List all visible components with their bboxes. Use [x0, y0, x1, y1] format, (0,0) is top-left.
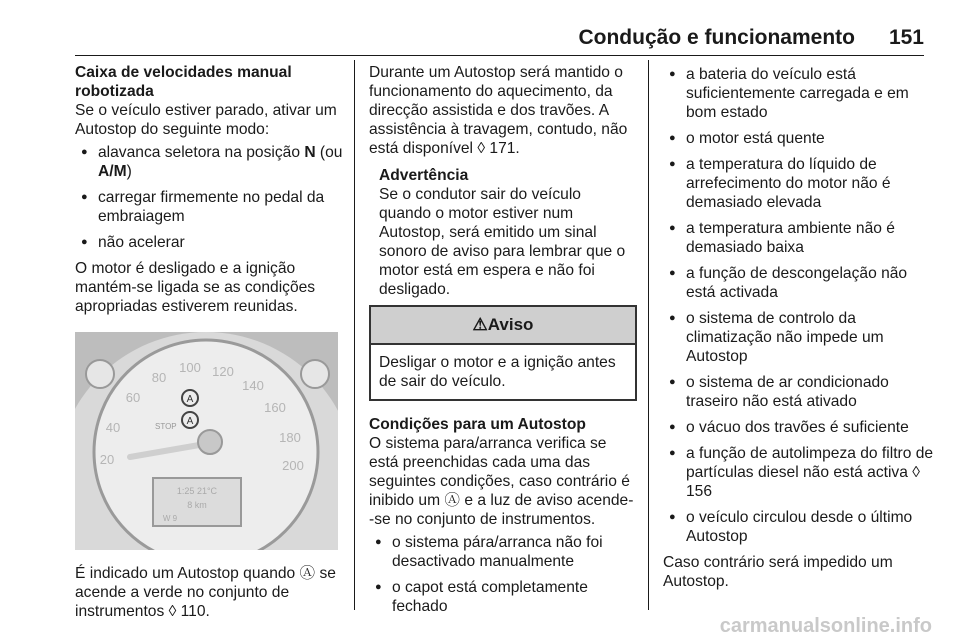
svg-text:80: 80: [151, 370, 167, 385]
svg-text:20: 20: [99, 452, 115, 467]
column-divider-1: [354, 60, 355, 610]
header-rule: [75, 55, 924, 56]
page-ref-icon: ◊: [168, 603, 181, 620]
svg-text:60: 60: [125, 390, 141, 405]
text: N: [304, 144, 316, 161]
list-item: ● carregar firmemente no pedal da embraiagem: [75, 188, 343, 226]
text: e a luz de aviso acende--se no conjunto de instrumentos.: [369, 492, 634, 528]
column-3: [663, 63, 935, 591]
caution-title: Aviso: [487, 315, 534, 334]
svg-text:W 9: W 9: [162, 514, 178, 523]
text: se acende a verde no conjunto de instrumentos: [75, 565, 336, 620]
paragraph: [369, 434, 637, 529]
page-reference: 171.: [489, 140, 520, 157]
column-2: [369, 63, 637, 623]
text: ): [126, 163, 132, 180]
paragraph: Caso contrário será impedido um Autostop.: [663, 554, 893, 590]
page-reference: 110.: [180, 603, 210, 620]
list-item: ● não acelerar: [75, 233, 343, 252]
svg-text:A: A: [186, 394, 194, 405]
paragraph: Se o veículo estiver parado, ativar um Autostop do seguinte modo:: [75, 102, 337, 138]
text: alavanca seletora na posição: [98, 144, 305, 161]
page-ref-icon: ◊: [912, 464, 920, 481]
svg-text:1:25 21°C: 1:25 21°C: [176, 486, 218, 496]
warning-triangle-icon: ⚠: [472, 315, 488, 334]
bullet-list: [75, 143, 343, 252]
warning-title: Advertência: [379, 167, 469, 184]
svg-text:8 km: 8 km: [187, 500, 207, 510]
section-heading: Caixa de velocidades manual robotizada: [75, 64, 292, 100]
paragraph: O motor é desligado e a ignição mantém-se ligada se as condições apropriadas estiverem reunidas.: [75, 260, 316, 315]
svg-text:100: 100: [179, 360, 201, 375]
list-item: ● a temperatura ambiente não é demasiado baixa: [663, 219, 935, 257]
text: a função de autolimpeza do filtro de partículas diesel não está activa: [686, 445, 934, 481]
list-item: ● o sistema pára/arranca não foi desactivado manualmente: [369, 533, 637, 571]
list-item: ● a temperatura do líquido de arrefecimento do motor não é demasiado elevada: [663, 155, 935, 212]
caution-box: [369, 305, 637, 401]
list-item: ● o sistema de ar condicionado traseiro não está ativado: [663, 373, 935, 411]
svg-text:200: 200: [282, 458, 304, 473]
warning-note: [379, 166, 637, 299]
page-ref-icon: ◊: [477, 140, 490, 157]
page-header: [0, 0, 960, 56]
text: É indicado um Autostop quando: [75, 565, 300, 582]
bullet-list: [369, 533, 637, 616]
list-item: ● o motor está quente: [663, 129, 935, 148]
svg-text:180: 180: [279, 430, 301, 445]
autostop-icon: Ⓐ: [299, 565, 316, 582]
list-item: ● o veículo circulou desde o último Autostop: [663, 508, 935, 546]
svg-text:STOP: STOP: [155, 422, 177, 431]
list-item: ● o sistema de controlo da climatização não impede um Autostop: [663, 309, 935, 366]
warning-text: Se o condutor sair do veículo quando o motor estiver num Autostop, será emitido um sinal sonoro de aviso para lembrar que o motor está em espera e não foi desligado.: [379, 186, 626, 298]
svg-text:40: 40: [105, 420, 121, 435]
autostop-icon: Ⓐ: [444, 492, 461, 509]
list-item: [663, 444, 935, 501]
page-reference: 156: [686, 483, 713, 500]
list-item: ● a bateria do veículo está suficientemente carregada e em bom estado: [663, 65, 935, 122]
svg-text:160: 160: [264, 400, 286, 415]
svg-text:120: 120: [212, 364, 234, 379]
watermark: carmanualsonline.info: [719, 615, 932, 637]
paragraph: [369, 63, 637, 158]
figure-caption: [75, 564, 343, 621]
text: A/M: [98, 163, 127, 180]
caution-text: Desligar o motor e a ignição antes de sair do veículo.: [379, 354, 616, 390]
list-item: ● a função de descongelação não está activada: [663, 264, 935, 302]
text: O sistema para/arranca verifica se está preenchidas cada uma das seguintes condições, caso contrário é inibido um: [369, 435, 630, 509]
caution-box-header: [371, 307, 635, 345]
svg-text:A: A: [186, 416, 194, 427]
instrument-cluster-illustration: [75, 332, 338, 550]
section-heading: Condições para um Autostop: [369, 416, 586, 433]
page-number: 151: [888, 26, 924, 49]
list-item: [75, 143, 343, 181]
list-item: ● o capot está completamente fechado: [369, 578, 637, 616]
bullet-list: [663, 65, 935, 546]
text: Durante um Autostop será mantido o funcionamento do aquecimento, da direcção assistida e dos travões. A assistência à travagem, contudo, não está disponível: [369, 64, 628, 157]
column-1: [75, 63, 343, 621]
column-divider-2: [648, 60, 649, 610]
svg-text:140: 140: [242, 378, 264, 393]
text: (ou: [315, 144, 343, 161]
section-title: Condução e funcionamento: [578, 26, 855, 49]
list-item: ● o vácuo dos travões é suficiente: [663, 418, 935, 437]
